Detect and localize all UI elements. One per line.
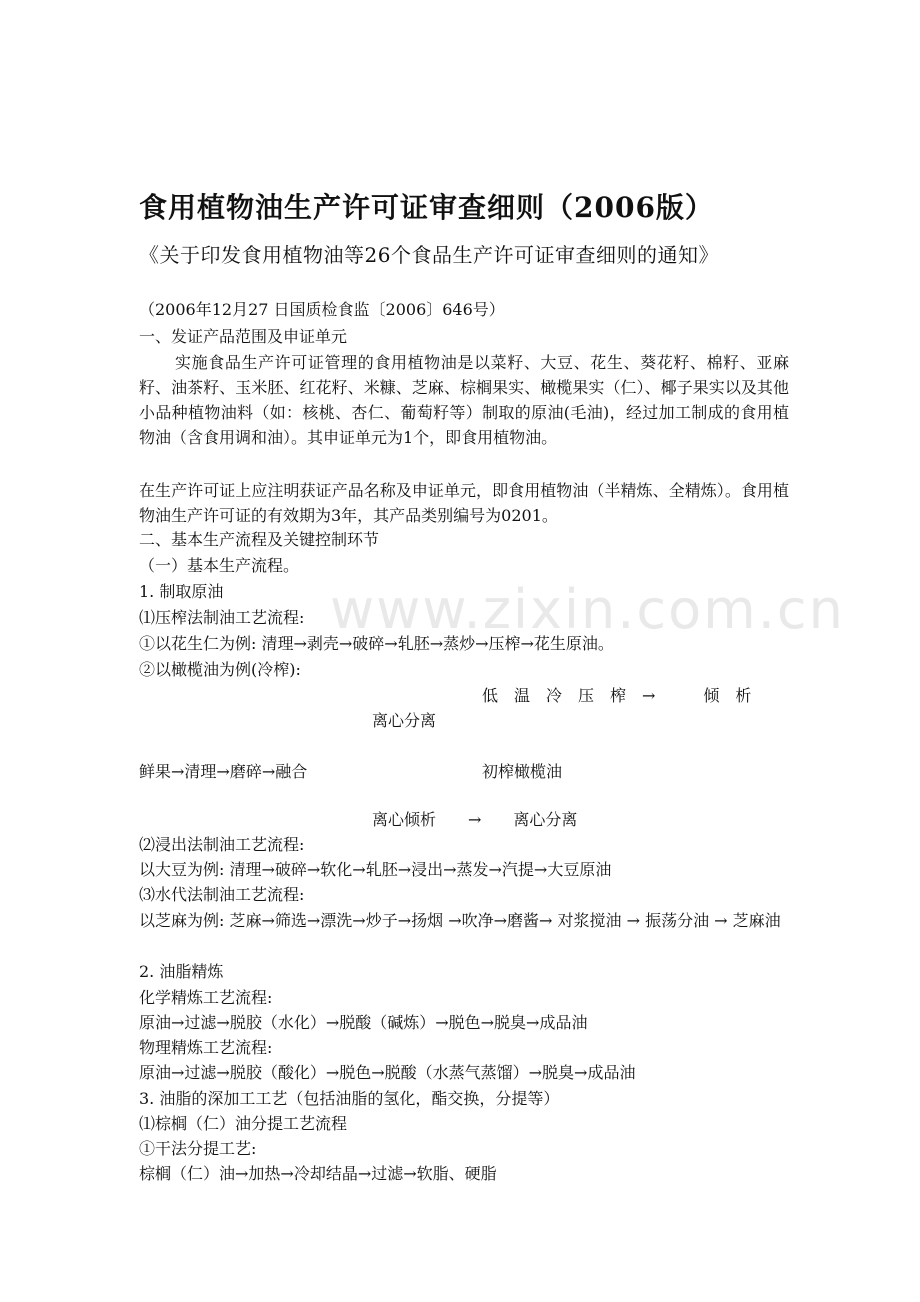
section1-paragraph-1: 实施食品生产许可证管理的食用植物油是以菜籽、大豆、花生、葵花籽、棉籽、亚麻籽、油茶籽、玉米胚、红花籽、米糠、芝麻、棕榈果实、橄榄果实（仁）、椰子果实以及其他小品种植物油料（如：核桃、杏仁、葡萄籽等）制取的原油(毛油)，经过加工制成的食用植物油（含食用调和油）。其申证单元为1个，即食用植物油。 xyxy=(139,353,789,447)
item1-1-example-2: ②以橄榄油为例(冷榨): xyxy=(139,660,301,679)
section2-heading: 二、基本生产流程及关键控制环节 xyxy=(139,530,380,549)
subsection1-heading: （一）基本生产流程。 xyxy=(139,556,300,575)
item1-2-example: 以大豆为例: 清理→破碎→软化→轧胚→浸出→蒸发→汽提→大豆原油 xyxy=(139,860,612,879)
section1-paragraph-2: 在生产许可证上应注明获证产品名称及申证单元，即食用植物油（半精炼、全精炼）。食用植物油生产许可证的有效期为3年，其产品类别编号为0201。 xyxy=(139,481,789,525)
item1-1-example-1: ①以花生仁为例: 清理→剥壳→破碎→轧胚→蒸炒→压榨→花生原油。 xyxy=(139,634,614,653)
item3-heading: 3. 油脂的深加工工艺（包括油脂的氢化，酯交换，分提等） xyxy=(139,1089,560,1108)
item2-heading: 2. 油脂精炼 xyxy=(139,962,224,981)
item1-2-heading: ⑵浸出法制油工艺流程: xyxy=(139,835,305,854)
olive-flow-top-sub: 离心分离 xyxy=(372,711,437,730)
watermark: www.zixin.com.cn xyxy=(330,578,845,641)
item3-1-sub-heading: ①干法分提工艺: xyxy=(139,1139,257,1158)
item1-1-heading: ⑴压榨法制油工艺流程: xyxy=(139,608,305,627)
olive-flow-bottom-row: 离心倾析 → 离心分离 xyxy=(372,810,578,829)
item2-chemical-label: 化学精炼工艺流程: xyxy=(139,988,273,1007)
olive-flow-right: 初榨橄榄油 xyxy=(482,762,563,781)
item1-3-example: 以芝麻为例: 芝麻→筛选→漂洗→炒子→扬烟 →吹净→磨酱→ 对浆搅油 → 振荡分油 → 芝麻油 xyxy=(139,911,781,930)
document-subtitle: 《关于印发食用植物油等26个食品生产许可证审查细则的通知》 xyxy=(139,243,719,267)
item3-1-flow: 棕榈（仁）油→加热→冷却结晶→过滤→软脂、硬脂 xyxy=(139,1164,497,1183)
olive-flow-left: 鲜果→清理→磨碎→融合 xyxy=(139,762,308,781)
document-title: 食用植物油生产许可证审查细则（2006版） xyxy=(139,191,714,224)
olive-flow-top-row: 低 温 冷 压 榨 → 倾 析 xyxy=(482,686,752,705)
item3-1-heading: ⑴棕榈（仁）油分提工艺流程 xyxy=(139,1114,348,1133)
item1-3-heading: ⑶水代法制油工艺流程: xyxy=(139,885,305,904)
item2-physical-label: 物理精炼工艺流程: xyxy=(139,1038,273,1057)
item2-physical-flow: 原油→过滤→脱胶（酸化）→脱色→脱酸（水蒸气蒸馏）→脱臭→成品油 xyxy=(139,1063,636,1082)
notice-reference: （2006年12月27 日国质检食监〔2006〕646号） xyxy=(139,300,505,319)
section1-heading: 一、发证产品范围及申证单元 xyxy=(139,327,348,346)
item1-heading: 1. 制取原油 xyxy=(139,582,224,601)
item2-chemical-flow: 原油→过滤→脱胶（水化）→脱酸（碱炼）→脱色→脱臭→成品油 xyxy=(139,1013,588,1032)
